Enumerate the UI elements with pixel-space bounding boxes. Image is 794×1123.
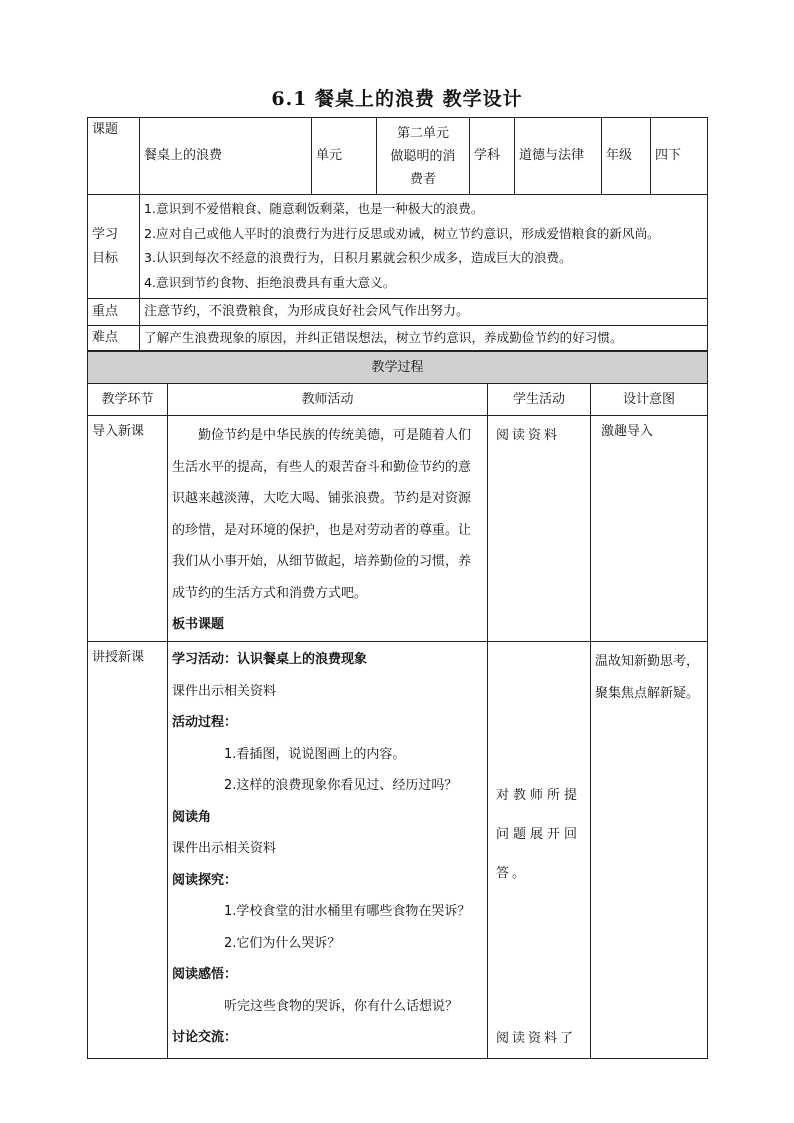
unit-label: 单元 xyxy=(312,118,377,195)
new-line: 阅读探究： xyxy=(172,872,238,888)
intro-row xyxy=(88,416,708,642)
new-teacher xyxy=(168,642,488,1059)
topic-label: 课题 xyxy=(88,118,140,195)
new-line: 活动过程： xyxy=(172,715,238,730)
difficulty-row xyxy=(88,326,708,351)
subject-value: 道德与法律 xyxy=(515,118,602,195)
grade-value: 四下 xyxy=(651,118,708,195)
col-header-student: 学生活动 xyxy=(488,384,591,416)
process-title: 教学过程 xyxy=(88,352,708,384)
goal-item: 4.意识到节约食物、拒绝浪费具有重大意义。 xyxy=(144,274,396,290)
intro-stage: 导入新课 xyxy=(88,416,168,642)
new-line: 阅读角 xyxy=(172,809,212,825)
new-student-text-1: 对教师所提问题展开回答。 xyxy=(496,788,580,881)
new-line: 1.学校食堂的泔水桶里有哪些食物在哭诉？ xyxy=(224,904,471,919)
header-row xyxy=(88,118,708,195)
key-point-row xyxy=(88,299,708,326)
unit-value: 第二单元 做聪明的消 费者 xyxy=(377,118,470,195)
subject-label: 学科 xyxy=(470,118,515,195)
page-title: 6.1 餐桌上的浪费 教学设计 xyxy=(271,88,523,110)
intro-student: 阅读资料 xyxy=(488,416,591,642)
intro-teacher-bold: 板书课题 xyxy=(172,617,225,632)
intro-teacher xyxy=(168,416,488,642)
goal-item: 3.认识到每次不经意的浪费行为，日积月累就会积少成多，造成巨大的浪费。 xyxy=(144,250,572,265)
process-title-row xyxy=(88,352,708,384)
col-header-intent: 设计意图 xyxy=(591,384,708,416)
grade-label: 年级 xyxy=(602,118,651,195)
process-table xyxy=(87,351,708,1059)
new-line: 听完这些食物的哭诉，你有什么话想说？ xyxy=(224,998,459,1014)
new-line: 阅读感悟： xyxy=(172,967,238,982)
new-intent: 温故知新勤思考，聚集焦点解新疑。 xyxy=(591,642,708,1059)
intro-intent: 激趣导入 xyxy=(591,416,708,642)
info-table xyxy=(87,117,708,351)
new-stage: 讲授新课 xyxy=(88,642,168,1059)
new-line: 讨论交流： xyxy=(172,1030,238,1045)
new-line: 2.它们为什么哭诉？ xyxy=(224,935,341,951)
new-row xyxy=(88,642,708,1059)
col-header-teacher: 教师活动 xyxy=(168,384,488,416)
intro-teacher-text: 勤俭节约是中华民族的传统美德，可是随着人们生活水平的提高，有些人的艰苦奋斗和勤俭节约的意识越来越淡薄，大吃大喝、铺张浪费。节约是对资源的珍惜，是对环境的保护，也是对劳动者的尊重。让我们从小事开始，从细节做起，培养勤俭的习惯，养成节约的生活方式和消费方式吧。 xyxy=(172,428,472,601)
difficulty-label: 难点 xyxy=(88,326,140,351)
goal-item: 1.意识到不爱惜粮食、随意剩饭剩菜，也是一种极大的浪费。 xyxy=(144,201,484,216)
new-line: 课件出示相关资料 xyxy=(172,841,277,856)
difficulty-value: 了解产生浪费现象的原因，并纠正错误想法，树立节约意识，养成勤俭节约的好习惯。 xyxy=(140,326,708,351)
goals-row xyxy=(88,195,708,299)
col-header-stage: 教学环节 xyxy=(88,384,168,416)
goals-list xyxy=(140,195,708,299)
goal-item: 2.应对自己或他人平时的浪费行为进行反思或劝诫，树立节约意识，形成爱惜粮食的新风尚。 xyxy=(144,225,660,241)
topic-value: 餐桌上的浪费 xyxy=(140,118,312,195)
new-line: 课件出示相关资料 xyxy=(172,683,277,699)
new-line: 学习活动：认识餐桌上的浪费现象 xyxy=(172,652,368,667)
new-line: 2.这样的浪费现象你看见过、经历过吗？ xyxy=(224,778,458,793)
process-header-row xyxy=(88,384,708,416)
key-point-value: 注意节约，不浪费粮食，为形成良好社会风气作出努力。 xyxy=(140,299,708,326)
goals-label: 学习 目标 xyxy=(88,195,140,299)
new-student-text-2: 阅读资料了 xyxy=(496,1031,577,1046)
key-point-label: 重点 xyxy=(88,299,140,326)
new-line: 1.看插图，说说图画上的内容。 xyxy=(224,746,406,762)
new-student xyxy=(488,642,591,1059)
